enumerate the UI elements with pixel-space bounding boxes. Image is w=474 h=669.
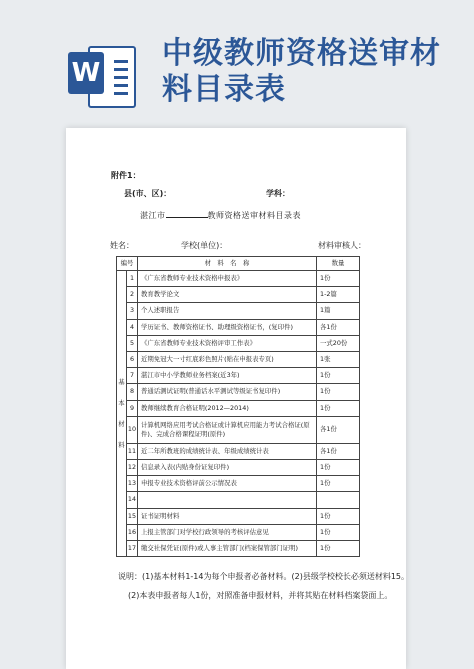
row-material: 《广东省教师专业技术资格申报表》 [138, 271, 317, 287]
row-number: 2 [127, 287, 138, 303]
row-number: 6 [127, 352, 138, 368]
document-paper [66, 128, 409, 669]
row-quantity: 1份 [317, 384, 360, 400]
materials-table [116, 256, 360, 557]
row-number: 8 [127, 384, 138, 400]
table-row [117, 443, 360, 459]
row-material: 湛江市中小学教师业务档案(近3年) [138, 368, 317, 384]
table-row [117, 335, 360, 351]
table-row [117, 476, 360, 492]
table-row [117, 400, 360, 416]
row-material: 教师继续教育合格证明(2012—2014) [138, 400, 317, 416]
row-material [138, 492, 317, 508]
subject-label: 学科： [266, 189, 290, 198]
row-number: 9 [127, 400, 138, 416]
document-title-city: 湛江市 [140, 211, 166, 220]
row-number: 5 [127, 335, 138, 351]
table-row [117, 319, 360, 335]
school-label: 学校(单位)： [181, 241, 228, 250]
table-row [117, 541, 360, 557]
side-label-char: 料 [118, 440, 125, 449]
table-row [117, 384, 360, 400]
row-material: 普通话测试证明(普通话水平测试等级证书复印件) [138, 384, 317, 400]
note-2: (2)本表申报者每人1份，对照准备申报材料，并将其贴在材料档案袋面上。 [128, 591, 393, 600]
document-title-text: 教师资格送审材料目录表 [207, 211, 301, 220]
row-number: 7 [127, 368, 138, 384]
word-app-icon [68, 42, 134, 108]
row-quantity [317, 492, 360, 508]
row-quantity: 各1份 [317, 319, 360, 335]
row-number: 12 [127, 460, 138, 476]
row-number: 4 [127, 319, 138, 335]
row-quantity: 1篇 [317, 303, 360, 319]
basic-materials-side-label [117, 271, 127, 557]
note-1: 说明：(1)基本材料1-14为每个申报者必备材料。(2)县级学校校长必须送材料15。 [118, 572, 409, 581]
row-number: 13 [127, 476, 138, 492]
side-label-char: 基 [118, 377, 125, 386]
header-no: 编号 [117, 257, 138, 271]
row-material: 申报专业技术资格评前公示情况表 [138, 476, 317, 492]
table-row [117, 352, 360, 368]
table-row [117, 416, 360, 443]
row-number: 17 [127, 541, 138, 557]
attachment-label: 附件1： [111, 171, 141, 180]
row-quantity: 各1份 [317, 443, 360, 459]
row-number: 16 [127, 524, 138, 540]
row-quantity: 各1份 [317, 416, 360, 443]
header-material: 材 料 名 称 [138, 257, 317, 271]
row-material: 信息录入表(内贴身份证复印件) [138, 460, 317, 476]
table-row [117, 368, 360, 384]
row-number: 3 [127, 303, 138, 319]
name-label: 姓名： [110, 241, 134, 250]
row-material: 计算机网络应用考试合格证或计算机应用能力考试合格证(原件)、完成合格课程证明(原件) [138, 416, 317, 443]
row-material: 上报主管部门对学校行政领导的考核评估意见 [138, 524, 317, 540]
row-material: 学历证书、教师资格证书、助理级资格证书，(复印件) [138, 319, 317, 335]
table-row [117, 271, 360, 287]
row-quantity: 1份 [317, 368, 360, 384]
row-number: 14 [127, 492, 138, 508]
row-quantity: 1份 [317, 271, 360, 287]
row-number: 11 [127, 443, 138, 459]
row-material: 近期免冠大一寸红底彩色照片(贴在申报表专页) [138, 352, 317, 368]
row-number: 10 [127, 416, 138, 443]
table-row [117, 492, 360, 508]
word-w-icon: W [68, 52, 104, 94]
row-quantity: 1-2篇 [317, 287, 360, 303]
row-material: 教育教学论文 [138, 287, 317, 303]
row-material: 缴交社保凭证(原件)或人事主管部门(档案保管部门证明) [138, 541, 317, 557]
row-quantity: 1份 [317, 524, 360, 540]
side-label-char: 本 [118, 398, 125, 407]
table-row [117, 303, 360, 319]
row-number: 15 [127, 508, 138, 524]
row-material: 证书证明材料 [138, 508, 317, 524]
table-row [117, 460, 360, 476]
row-quantity: 1份 [317, 541, 360, 557]
table-row [117, 287, 360, 303]
row-number: 1 [127, 271, 138, 287]
row-quantity: 1份 [317, 476, 360, 492]
row-quantity: 一式20份 [317, 335, 360, 351]
page-title: 中级教师资格送审材料目录表 [162, 36, 441, 107]
reviewer-label: 材料审核人： [318, 241, 366, 250]
table-row [117, 508, 360, 524]
side-label-char: 材 [118, 419, 125, 428]
row-quantity: 1份 [317, 508, 360, 524]
row-material: 近二年所教班的成绩统计表、年级成绩统计表 [138, 443, 317, 459]
document-title [140, 210, 301, 221]
row-quantity: 1份 [317, 460, 360, 476]
county-label: 县(市、区)： [124, 189, 172, 198]
table-row [117, 524, 360, 540]
row-material: 《广东省教师专业技术资格评审工作表》 [138, 335, 317, 351]
table-header-row [117, 257, 360, 271]
document-title-blank [166, 217, 208, 218]
header-qty: 数量 [317, 257, 360, 271]
row-quantity: 1张 [317, 352, 360, 368]
row-material: 个人述职报告 [138, 303, 317, 319]
row-quantity: 1份 [317, 400, 360, 416]
